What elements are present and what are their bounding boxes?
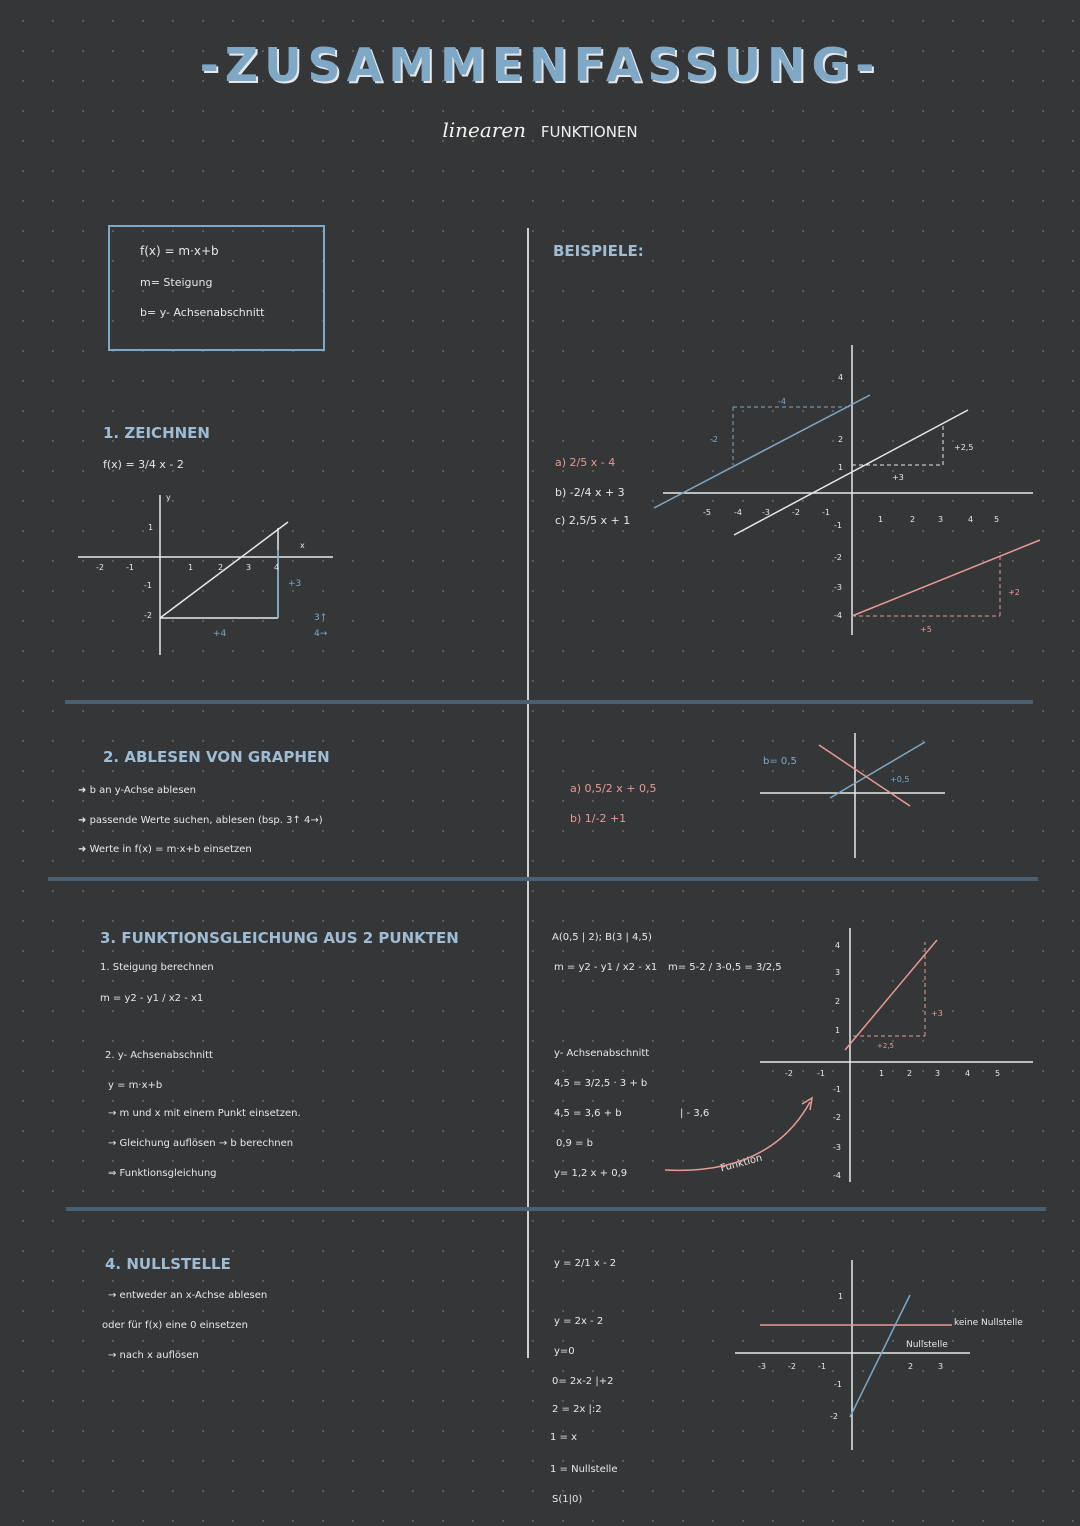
section3-bullet-1: → m und x mit einem Punkt einsetzen. [108, 1108, 301, 1119]
svg-text:-1: -1 [817, 1069, 825, 1078]
svg-text:-2: -2 [834, 553, 842, 562]
section3-run-label: +2,5 [877, 1042, 894, 1050]
svg-text:3: 3 [246, 563, 252, 572]
section4-graph [730, 1255, 1050, 1455]
section4-work-2: y = 2x - 2 [554, 1316, 604, 1327]
svg-text:-2: -2 [788, 1362, 796, 1371]
example-c: c) 2,5/5 x + 1 [555, 514, 631, 527]
section4-item-2: oder für f(x) eine 0 einsetzen [102, 1320, 248, 1331]
svg-text:3: 3 [935, 1069, 941, 1078]
section2-graph [755, 728, 955, 863]
section-divider-1 [65, 700, 1033, 704]
page-subtitle [0, 118, 1080, 142]
section3-func-label: Funktion [719, 1152, 764, 1175]
section2-step-label: +0,5 [890, 775, 910, 784]
section3-line1: 4,5 = 3/2,5 · 3 + b [554, 1078, 648, 1089]
svg-text:-2: -2 [144, 611, 152, 620]
svg-text:2: 2 [838, 435, 844, 444]
section3-bullet-3: ⇒ Funktionsgleichung [108, 1168, 217, 1179]
section4-work-5: 2 = 2x |:2 [552, 1404, 602, 1415]
section1-formula: f(x) = 3/4 x - 2 [103, 458, 184, 471]
svg-text:-2: -2 [96, 563, 104, 572]
svg-text:3: 3 [938, 515, 944, 524]
svg-text:x: x [300, 541, 305, 550]
svg-text:1: 1 [148, 523, 154, 532]
svg-text:1: 1 [878, 515, 884, 524]
graph-c-run: +3 [892, 473, 904, 482]
section2-title: 2. ABLESEN VON GRAPHEN [103, 748, 330, 766]
section3-rise-label: +3 [931, 1009, 943, 1018]
svg-text:-1: -1 [126, 563, 134, 572]
examples-graph [648, 340, 1048, 640]
svg-text:-1: -1 [818, 1362, 826, 1371]
svg-text:1: 1 [879, 1069, 885, 1078]
section3-slope: m = y2 - y1 / x2 - x1 [100, 993, 204, 1004]
section4-item-3: → nach x auflösen [108, 1350, 199, 1361]
section2-example-b: b) 1/-2 +1 [570, 812, 627, 825]
section3-yab: y- Achsenabschnitt [554, 1048, 650, 1059]
section3-line2b: | - 3,6 [680, 1108, 710, 1119]
example-a: a) 2/5 x - 4 [555, 456, 616, 469]
section-divider-3 [66, 1207, 1046, 1211]
section4-work-6: 1 = x [550, 1432, 578, 1443]
svg-text:-1: -1 [144, 581, 152, 590]
svg-text:-2: -2 [833, 1113, 841, 1122]
graph-a-rise: -2 [710, 435, 718, 444]
step-right-label: +4 [213, 629, 227, 639]
section3-eq: y = m·x+b [108, 1080, 163, 1091]
run-label: 4→ [314, 629, 328, 639]
svg-text:-1: -1 [834, 521, 842, 530]
graph-b-rise: +2 [1008, 588, 1020, 597]
svg-text:5: 5 [994, 515, 1000, 524]
section3-result: y= 1,2 x + 0,9 [554, 1168, 628, 1179]
svg-text:1: 1 [838, 463, 844, 472]
svg-text:y: y [166, 493, 171, 502]
section4-work-4: 0= 2x-2 |+2 [552, 1376, 614, 1387]
graph-a-run: -4 [778, 397, 786, 406]
svg-text:4: 4 [274, 563, 280, 572]
section4-item-1: → entweder an x-Achse ablesen [108, 1290, 268, 1301]
svg-text:1: 1 [835, 1026, 841, 1035]
step-up-label: +3 [288, 579, 302, 589]
svg-text:-3: -3 [833, 1143, 841, 1152]
no-zero-label: keine Nullstelle [954, 1318, 1023, 1328]
section3-m-formula: m = y2 - y1 / x2 - x1 [554, 962, 658, 973]
section-divider-2 [48, 877, 1038, 881]
svg-text:-3: -3 [834, 583, 842, 592]
svg-text:-1: -1 [833, 1085, 841, 1094]
svg-text:-3: -3 [758, 1362, 766, 1371]
section4-work-1: y = 2/1 x - 2 [554, 1258, 617, 1269]
section4-title: 4. NULLSTELLE [105, 1255, 231, 1273]
section3-step1: 1. Steigung berechnen [100, 962, 214, 973]
subtitle-script: linearen [442, 118, 527, 142]
slope-definition: m= Steigung [140, 276, 213, 289]
section3-title: 3. FUNKTIONSGLEICHUNG AUS 2 PUNKTEN [100, 929, 459, 947]
examples-heading: BEISPIELE: [553, 242, 644, 260]
svg-text:-4: -4 [833, 1171, 841, 1180]
svg-text:3: 3 [835, 968, 841, 977]
svg-text:-2: -2 [785, 1069, 793, 1078]
section3-bullet-2: → Gleichung auflösen → b berechnen [108, 1138, 294, 1149]
svg-text:2: 2 [907, 1069, 913, 1078]
svg-text:-1: -1 [834, 1380, 842, 1389]
svg-text:4: 4 [968, 515, 974, 524]
section2-b-label: b= 0,5 [763, 756, 797, 767]
svg-text:5: 5 [995, 1069, 1001, 1078]
svg-text:-1: -1 [822, 508, 830, 517]
subtitle-text: FUNKTIONEN [540, 123, 638, 141]
section3-graph [755, 920, 1040, 1190]
section3-points: A(0,5 | 2); B(3 | 4,5) [552, 932, 652, 943]
section3-line3: 0,9 = b [556, 1138, 593, 1149]
svg-text:2: 2 [908, 1362, 914, 1371]
svg-text:-4: -4 [734, 508, 742, 517]
svg-text:-2: -2 [792, 508, 800, 517]
section4-work-3: y=0 [554, 1346, 575, 1357]
formula-line: f(x) = m·x+b [140, 244, 219, 258]
section1-graph [78, 490, 348, 660]
svg-text:2: 2 [218, 563, 224, 572]
svg-text:-3: -3 [762, 508, 770, 517]
section1-title: 1. ZEICHNEN [103, 424, 210, 442]
page-title: -ZUSAMMENFASSUNG- [199, 38, 881, 92]
svg-text:2: 2 [910, 515, 916, 524]
intercept-definition: b= y- Achsenabschnitt [140, 306, 265, 319]
svg-text:-2: -2 [830, 1412, 838, 1421]
section4-work-7: 1 = Nullstelle [550, 1464, 618, 1475]
vertical-divider [527, 228, 529, 1358]
svg-text:4: 4 [965, 1069, 971, 1078]
svg-text:3: 3 [938, 1362, 944, 1371]
section2-item-3: ➜ Werte in f(x) = m·x+b einsetzen [78, 844, 252, 855]
section3-line2: 4,5 = 3,6 + b [554, 1108, 622, 1119]
zero-label: Nullstelle [906, 1340, 948, 1350]
section2-item-1: ➜ b an y-Achse ablesen [78, 785, 197, 796]
section2-example-a: a) 0,5/2 x + 0,5 [570, 782, 657, 795]
svg-text:2: 2 [835, 997, 841, 1006]
section3-step2: 2. y- Achsenabschnitt [105, 1050, 213, 1061]
section4-work-8: S(1|0) [552, 1494, 583, 1505]
section2-item-2: ➜ passende Werte suchen, ablesen (bsp. 3↑ 4→) [78, 815, 323, 826]
svg-text:4: 4 [838, 373, 844, 382]
svg-text:4: 4 [835, 941, 841, 950]
graph-c-rise: +2,5 [954, 443, 974, 452]
svg-text:-5: -5 [703, 508, 711, 517]
rise-label: 3↑ [314, 613, 328, 623]
svg-text:1: 1 [838, 1292, 844, 1301]
section3-m-calc: m= 5-2 / 3-0,5 = 3/2,5 [668, 962, 782, 973]
example-b: b) -2/4 x + 3 [555, 486, 625, 499]
svg-text:-4: -4 [834, 611, 842, 620]
graph-b-run: +5 [920, 625, 932, 634]
svg-text:1: 1 [188, 563, 194, 572]
